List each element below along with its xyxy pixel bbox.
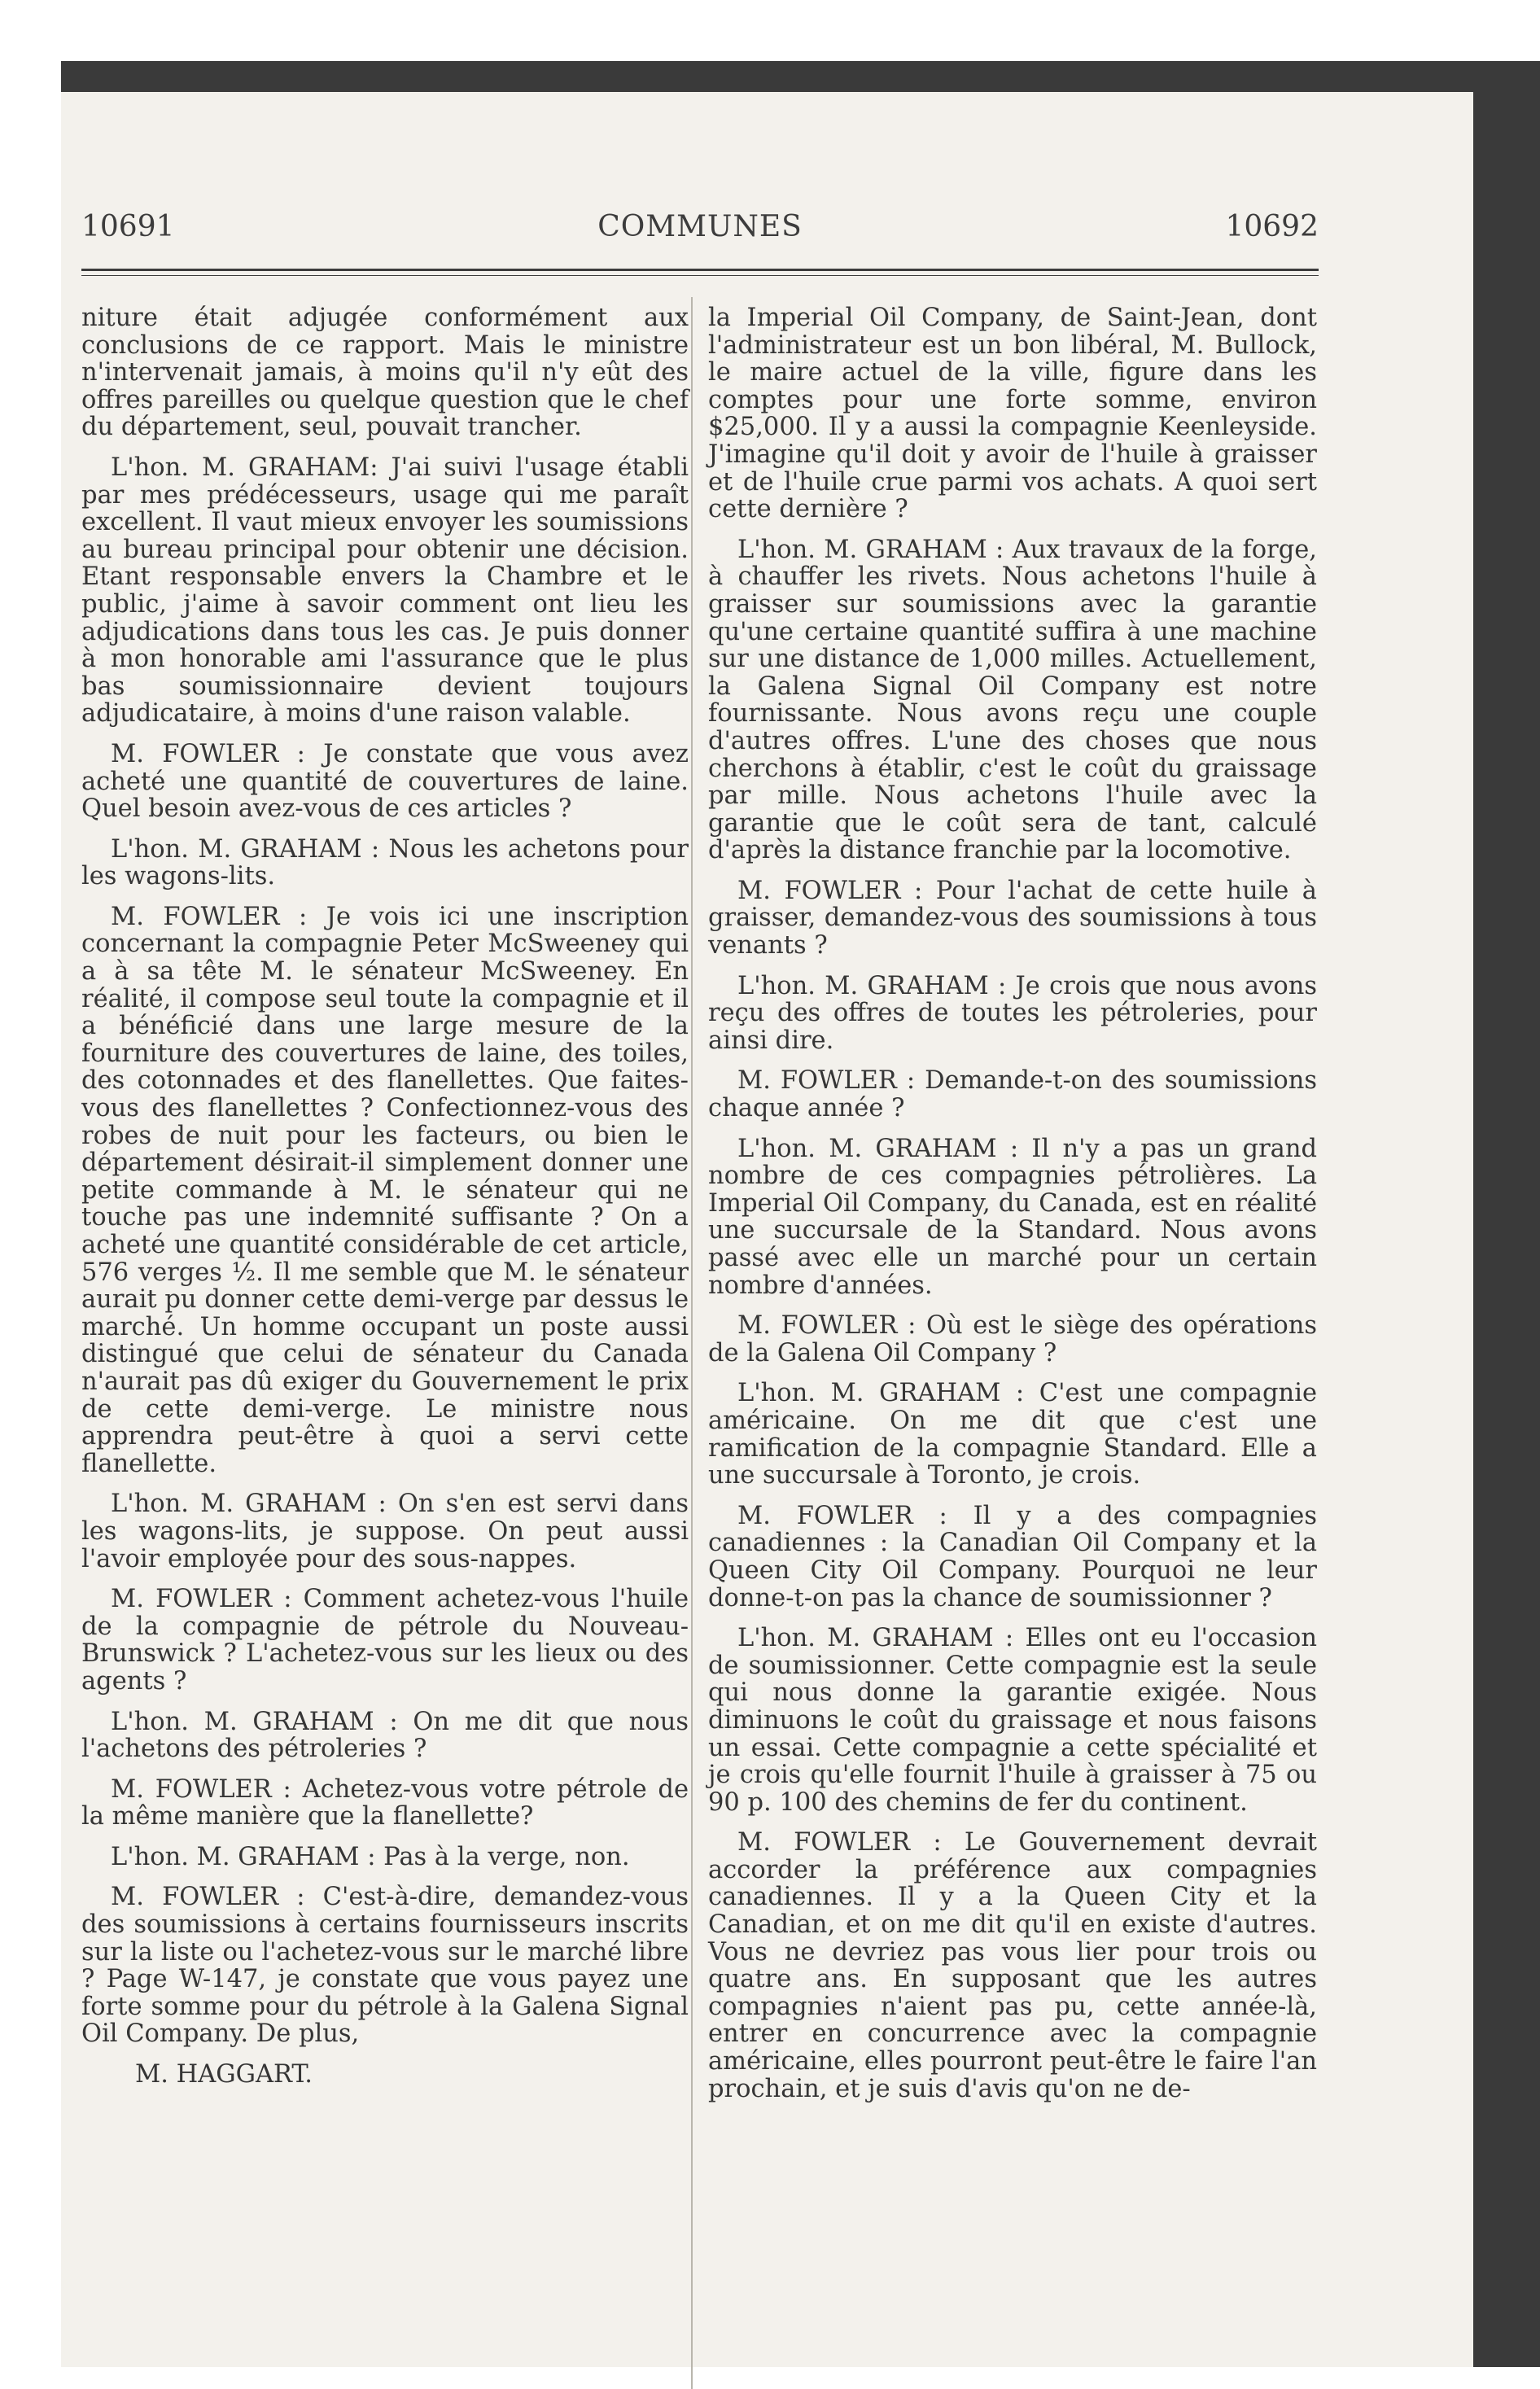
scan-border-right bbox=[1473, 61, 1540, 2367]
page-header bbox=[81, 210, 1319, 251]
paragraph: niture était adjugée conformément aux conclusions de ce rapport. Mais le ministre n'intervenait jamais, à moins qu'il n'y eût des offres pareilles ou quelque question que le chef du département, seul, pouvait trancher. bbox=[81, 304, 689, 442]
paragraph: M. FOWLER : Je vois ici une inscription concernant la compagnie Peter McSweeney qui a à sa tête M. le sénateur McSweeney. En réalité, il compose seul toute la compagnie et il a bénéficié dans une large mesure de la fourniture des couvertures de laine, des toiles, des cotonnades et des flanellettes. Que faites-vous des flanellettes ? Confectionnez-vous des robes de nuit pour les facteurs, ou bien le département désirait-il simplement donner une petite commande à M. le sénateur qui ne touche pas une indemnité suffisante ? On a acheté une quantité considérable de cet article, 576 verges ½. Il me semble que M. le sénateur aurait pu donner cette demi-verge par dessus le marché. Un homme occupant un poste aussi distingué que celui de sénateur du Canada n'aurait pas dû exiger du Gouvernement le prix de cette demi-verge. Le ministre nous apprendra peut-être à quoi a servi cette flanellette. bbox=[81, 902, 689, 1478]
paragraph: M. FOWLER : Demande-t-on des soumissions chaque année ? bbox=[708, 1066, 1317, 1123]
page-number-right: 10692 bbox=[1225, 210, 1319, 243]
paragraph: M. FOWLER : Achetez-vous votre pétrole de la même manière que la flanellette? bbox=[81, 1774, 689, 1831]
paragraph: L'hon. M. GRAHAM : Pas à la verge, non. bbox=[111, 1842, 630, 1871]
right-column bbox=[708, 304, 1317, 2116]
paragraph: M. FOWLER : Où est le siège des opérations de la Galena Oil Company ? bbox=[708, 1311, 1317, 1367]
scan-border-top bbox=[61, 61, 1473, 92]
paragraph: L'hon. M. GRAHAM : Il n'y a pas un grand nombre de ces compagnies pétrolières. La Imperial Oil Company, du Canada, est en réalité une succursale de la Standard. Nous avons passé avec elle un marché pour un certain nombre d'années. bbox=[708, 1134, 1317, 1300]
header-rule-thick bbox=[81, 269, 1319, 271]
paragraph: L'hon. M. GRAHAM : C'est une compagnie américaine. On me dit que c'est une ramification de la compagnie Standard. Elle a une succursale à Toronto, je crois. bbox=[708, 1379, 1317, 1490]
left-column bbox=[81, 304, 689, 2089]
paragraph: L'hon. M. GRAHAM : On me dit que nous l'achetons des pétroleries ? bbox=[81, 1707, 689, 1764]
column-divider bbox=[691, 297, 693, 2389]
paragraph: la Imperial Oil Company, de Saint-Jean, dont l'administrateur est un bon libéral, M. Bullock, le maire actuel de la ville, figure dans les comptes pour une forte somme, environ $25,000. Il y a aussi la compagnie Keenleyside. J'imagine qu'il doit y avoir de l'huile à graisser et de l'huile crue parmi vos achats. A quoi sert cette dernière ? bbox=[708, 304, 1317, 524]
paragraph: L'hon. M. GRAHAM: J'ai suivi l'usage établi par mes prédécesseurs, usage qui me paraît excellent. Il vaut mieux envoyer les soumissions au bureau principal pour obtenir une décision. Etant responsable envers la Chambre et le public, j'aime à savoir comment ont lieu les adjudications dans tous les cas. Je puis donner à mon honorable ami l'assurance que le plus bas soumissionnaire devient toujours adjudicataire, à moins d'une raison valable. bbox=[81, 453, 689, 729]
paragraph: L'hon. M. GRAHAM : On s'en est servi dans les wagons-lits, je suppose. On peut aussi l'avoir employée pour des sous-nappes. bbox=[81, 1490, 689, 1573]
page-title: COMMUNES bbox=[597, 210, 803, 243]
paragraph: M. FOWLER : C'est-à-dire, demandez-vous des soumissions à certains fournisseurs inscrits sur la liste ou l'achetez-vous sur le marché libre ? Page W-147, je constate que vous payez une forte somme pour du pétrole à la Galena Signal Oil Company. De plus, bbox=[81, 1883, 689, 2049]
paragraph: M. FOWLER : Le Gouvernement devrait accorder la préférence aux compagnies canadiennes. Il y a la Queen City et la Canadian, et on me dit qu'il en existe d'autres. Vous ne devriez pas vous lier pour trois ou quatre ans. En supposant que les autres compagnies n'aient pas pu, cette année-là, entrer en concurrence avec la compagnie américaine, elles pourront peut-être le faire l'an prochain, et je suis d'avis qu'on ne de- bbox=[708, 1828, 1317, 2103]
paragraph: L'hon. M. GRAHAM : Elles ont eu l'occasion de soumissionner. Cette compagnie est la seule qui nous donne la garantie exigée. Nous diminuons le coût du graissage et nous faisons un essai. Cette compagnie a cette spécialité et je crois qu'elle fournit l'huile à graisser à 75 ou 90 p. 100 des chemins de fer du continent. bbox=[708, 1624, 1317, 1817]
paragraph: L'hon. M. GRAHAM : Aux travaux de la forge, à chauffer les rivets. Nous achetons l'huile à graisser sur soumissions avec la garantie qu'une certaine quantité suffira à une machine sur une distance de 1,000 milles. Actuellement, la Galena Signal Oil Company est notre fournissante. Nous avons reçu une couple d'autres offres. L'une des choses que nous cherchons à établir, c'est le coût du graissage par mille. Nous achetons l'huile avec la garantie que le coût sera de tant, calculé d'après la distance franchie par la locomotive. bbox=[708, 535, 1317, 865]
paragraph: L'hon. M. GRAHAM : Je crois que nous avons reçu des offres de toutes les pétroleries, pour ainsi dire. bbox=[708, 971, 1317, 1055]
page-number-left: 10691 bbox=[81, 210, 175, 243]
paragraph: M. FOWLER : Comment achetez-vous l'huile de la compagnie de pétrole du Nouveau-Brunswick ? L'achetez-vous sur les lieux ou des agents ? bbox=[81, 1585, 689, 1695]
paragraph: M. FOWLER : Pour l'achat de cette huile à graisser, demandez-vous des soumissions à tous venants ? bbox=[708, 876, 1317, 960]
paragraph: M. FOWLER : Il y a des compagnies canadiennes : la Canadian Oil Company et la Queen City Oil Company. Pourquoi ne leur donne-t-on pas la chance de soumissionner ? bbox=[708, 1501, 1317, 1612]
header-rule-thin bbox=[81, 275, 1319, 276]
speaker-label: M. HAGGART. bbox=[135, 2060, 313, 2089]
paragraph: L'hon. M. GRAHAM : Nous les achetons pour les wagons-lits. bbox=[81, 834, 689, 891]
paragraph: M. FOWLER : Je constate que vous avez acheté une quantité de couvertures de laine. Quel besoin avez-vous de ces articles ? bbox=[81, 739, 689, 824]
